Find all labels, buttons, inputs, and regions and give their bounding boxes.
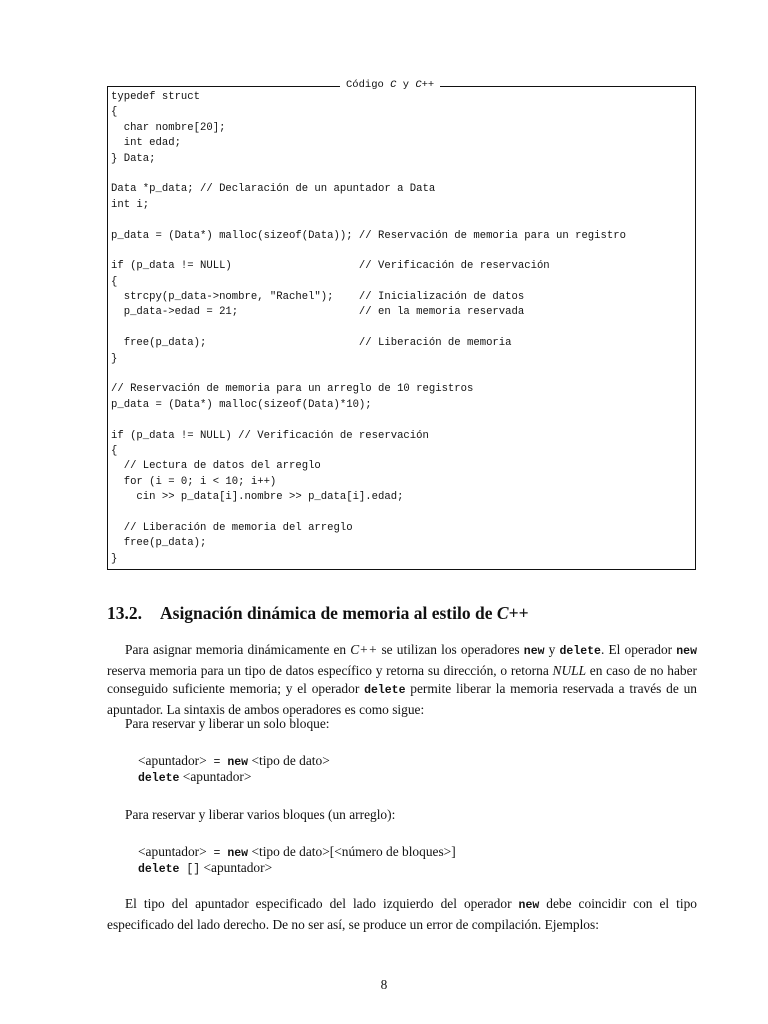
code-line: int i; xyxy=(111,198,150,211)
syntax-part: <tipo de dato> xyxy=(248,753,330,768)
para-text: y xyxy=(544,642,560,657)
para-text: debe coincidir con el tipo especificado del lado derecho. De no ser así, se produce un error de compilación. Ejemplos: xyxy=(107,896,697,932)
code-line: } Data; xyxy=(111,152,156,165)
code-line: cin >> p_data[i].nombre >> p_data[i].edad; xyxy=(111,491,404,504)
section-title-lang: C++ xyxy=(496,603,529,623)
code-line: if (p_data != NULL) // Verificación de reservación xyxy=(111,260,550,273)
caption-lang-c: C xyxy=(390,79,397,91)
code-line xyxy=(111,244,626,259)
caption-text: Código xyxy=(346,79,391,91)
keyword-delete: delete xyxy=(138,772,180,785)
code-line xyxy=(111,213,626,228)
keyword-delete: delete xyxy=(559,645,601,658)
para-text: se utilizan los operadores xyxy=(377,642,524,657)
syntax-part: <apuntador> xyxy=(138,844,207,859)
code-line: p_data = (Data*) malloc(sizeof(Data)); // Reservación de memoria para un registro xyxy=(111,229,626,242)
code-listing xyxy=(111,90,626,567)
syntax-part: <apuntador> xyxy=(179,769,252,784)
syntax-part: [] xyxy=(179,863,201,876)
code-line: free(p_data); xyxy=(111,537,207,550)
code-line: char nombre[20]; xyxy=(111,121,226,134)
para-text: en caso de no haber conseguido suficiente memoria; y el operador xyxy=(107,662,697,696)
code-line: strcpy(p_data->nombre, "Rachel"); // Inicialización de datos xyxy=(111,291,525,304)
keyword-new: new xyxy=(227,756,249,769)
code-line xyxy=(111,506,626,521)
code-line: p_data->edad = 21; // en la memoria reservada xyxy=(111,306,525,319)
code-line: for (i = 0; i < 10; i++) xyxy=(111,475,277,488)
keyword-new: new xyxy=(523,645,545,658)
syntax-part: = xyxy=(206,756,228,769)
code-line: if (p_data != NULL) // Verificación de reservación xyxy=(111,429,429,442)
keyword-new: new xyxy=(227,847,249,860)
code-line: free(p_data); // Liberación de memoria xyxy=(111,337,512,350)
code-line: { xyxy=(111,275,118,288)
null-term: NULL xyxy=(552,662,587,678)
keyword-new: new xyxy=(676,645,697,658)
page-number: 8 xyxy=(380,977,388,992)
para-text: reserva memoria para un tipo de datos específico y retorna su dirección, o retorna xyxy=(107,662,553,678)
para-text: El tipo del apuntador especificado del lado izquierdo del operador xyxy=(125,896,519,911)
keyword-new: new xyxy=(518,899,540,912)
code-line: // Reservación de memoria para un arreglo de 10 registros xyxy=(111,383,474,396)
lang-cpp: C++ xyxy=(350,642,378,657)
type-match-paragraph xyxy=(107,895,697,934)
intro-paragraph xyxy=(107,641,697,719)
code-line: { xyxy=(111,106,118,119)
multi-block-intro: Para reservar y liberar varios bloques (un arreglo): xyxy=(125,807,396,822)
para-text: . El operador xyxy=(600,642,677,657)
code-line: { xyxy=(111,444,118,457)
code-line xyxy=(111,413,626,428)
code-line: } xyxy=(111,352,118,365)
code-line xyxy=(111,321,626,336)
single-block-intro: Para reservar y liberar un solo bloque: xyxy=(125,716,330,731)
code-line xyxy=(111,167,626,182)
code-line xyxy=(111,367,626,382)
keyword-delete: delete xyxy=(138,863,180,876)
code-line: p_data = (Data*) malloc(sizeof(Data)*10); xyxy=(111,398,372,411)
syntax-part: <tipo de dato>[<número de bloques>] xyxy=(248,844,456,859)
para-text: permite liberar la memoria reservada a través de un apuntador. La sintaxis de ambos operadores es como sigue: xyxy=(107,681,697,717)
section-number: 13.2. xyxy=(107,603,142,623)
code-line: // Lectura de datos del arreglo xyxy=(111,460,321,473)
keyword-delete: delete xyxy=(364,684,406,697)
caption-text: y xyxy=(396,79,416,91)
syntax-part: <apuntador> xyxy=(138,753,207,768)
code-line: int edad; xyxy=(111,137,181,150)
code-line: typedef struct xyxy=(111,91,201,103)
code-line: Data *p_data; // Declaración de un apuntador a Data xyxy=(111,183,436,196)
single-block-free-syntax xyxy=(138,768,251,788)
section-heading xyxy=(107,603,528,624)
para-text: Para asignar memoria dinámicamente en xyxy=(125,642,351,657)
code-line: // Liberación de memoria del arreglo xyxy=(111,521,353,534)
syntax-part: <apuntador> xyxy=(200,860,273,875)
caption-lang-cpp: C++ xyxy=(415,79,435,91)
code-line: } xyxy=(111,552,118,565)
multi-block-free-syntax xyxy=(138,859,272,879)
syntax-part: = xyxy=(206,847,228,860)
section-title: Asignación dinámica de memoria al estilo de xyxy=(160,603,497,623)
